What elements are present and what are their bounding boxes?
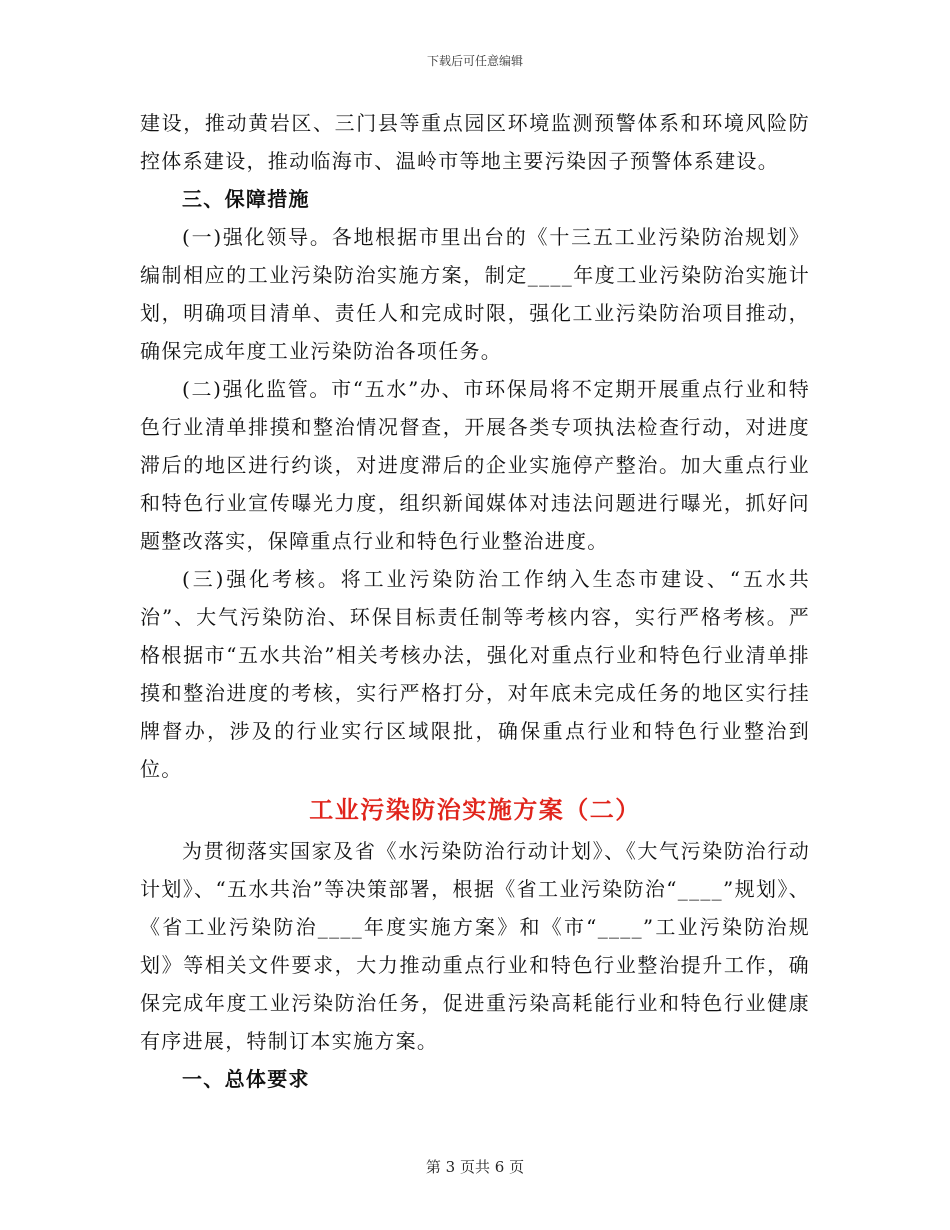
paragraph-continuation: 建设，推动黄岩区、三门县等重点园区环境监测预警体系和环境风险防控体系建设，推动临海市、温岭市等地主要污染因子预警体系建设。	[140, 111, 810, 173]
document-title: 工业污染防治实施方案（二）	[309, 795, 641, 824]
page-footer: 第 3 页共 6 页	[425, 1158, 525, 1176]
paragraph-introduction: 为贯彻落实国家及省《水污染防治行动计划》、《大气污染防治行动计划》、“五水共治”等决策部署，根据《省工业污染防治“____”规划》、《省工业污染防治____年度实施方案》和《市“____”工业污染防治规划》等相关文件要求，大力推动重点行业和特色行业整治提升工作，确保完成年度工业污染防治任务，促进重污染高耗能行业和特色行业健康有序进展，特制订本实施方案。	[140, 839, 810, 1053]
section-heading-safeguards: 三、保障措施	[182, 187, 310, 211]
paragraph-supervision: (二)强化监管。市“五水”办、市环保局将不定期开展重点行业和特色行业清单排摸和整治情况督查，开展各类专项执法检查行动，对进度滞后的地区进行约谈，对进度滞后的企业实施停产整治。加大重点行业和特色行业宣传曝光力度，组织新闻媒体对违法问题进行曝光，抓好问题整改落实，保障重点行业和特色行业整治进度。	[140, 377, 810, 553]
paragraph-leadership: (一)强化领导。各地根据市里出台的《十三五工业污染防治规划》编制相应的工业污染防治实施方案，制定____年度工业污染防治实施计划，明确项目清单、责任人和完成时限，强化工业污染防治项目推动，确保完成年度工业污染防治各项任务。	[140, 225, 810, 363]
page-header: 下载后可任意编辑	[426, 54, 523, 68]
section-heading-general-requirements: 一、总体要求	[182, 1067, 310, 1091]
document-body	[140, 104, 810, 1098]
paragraph-assessment: (三)强化考核。将工业污染防治工作纳入生态市建设、“五水共治”、大气污染防治、环保目标责任制等考核内容，实行严格考核。严格根据市“五水共治”相关考核办法，强化对重点行业和特色行业清单排摸和整治进度的考核，实行严格打分，对年底未完成任务的地区实行挂牌督办，涉及的行业实行区域限批，确保重点行业和特色行业整治到位。	[140, 567, 810, 781]
